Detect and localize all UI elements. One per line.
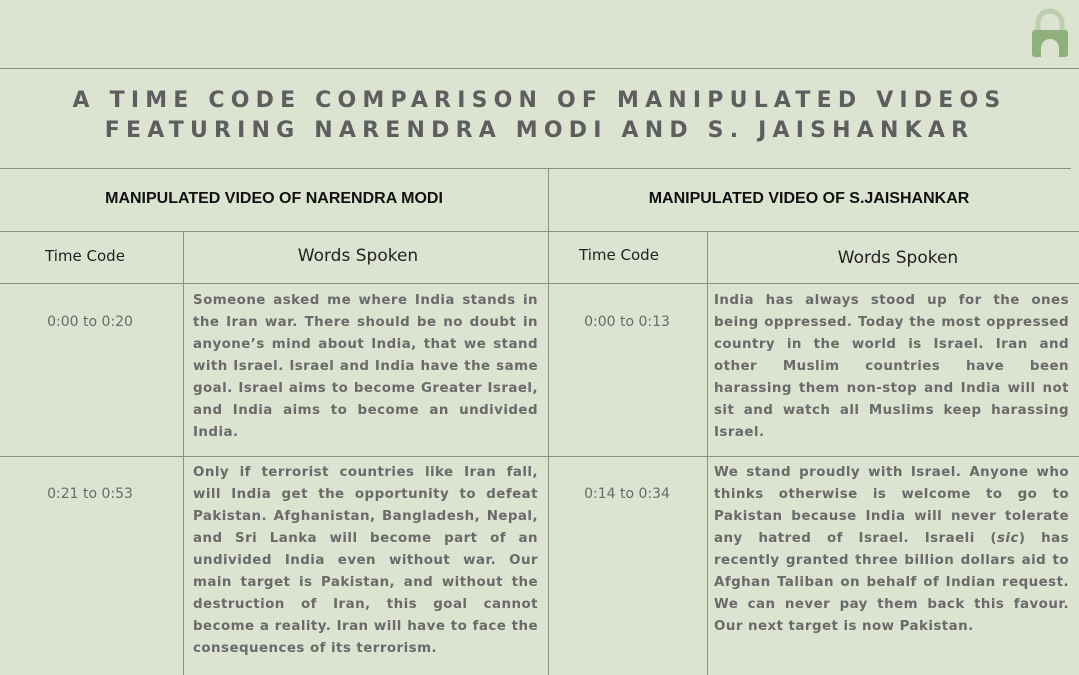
jaishankar-time-code-2: 0:14 to 0:34 [584, 486, 670, 502]
padlock-icon [1030, 8, 1070, 58]
modi-time-code-1: 0:00 to 0:20 [47, 314, 133, 330]
modi-section-heading: MANIPULATED VIDEO OF NARENDRA MODI [105, 190, 443, 207]
title-line-2: FEATURING NARENDRA MODI AND S. JAISHANKAR [104, 118, 975, 143]
jaishankar-time-code-header: Time Code [579, 246, 659, 264]
table-rule [0, 231, 1079, 232]
top-divider [0, 68, 1079, 69]
table-rule [0, 283, 1079, 284]
modi-time-code-header: Time Code [45, 247, 125, 265]
comparison-table [0, 168, 1079, 675]
modi-words-2: Only if terrorist countries like Iran fall, will India get the opportunity to defeat Pakistan. Afghanistan, Bangladesh, Nepal, and Sri Lanka will become part of an undivided India even without war. Our main target is Pakistan, and without the destruction of Iran, this goal cannot become a reality. Iran will have to face the consequences of its terrorism. [193, 465, 538, 656]
jaishankar-words-2 [714, 462, 1069, 638]
jaishankar-section-heading: MANIPULATED VIDEO OF S.JAISHANKAR [648, 190, 970, 207]
table-rule [0, 168, 1071, 169]
jaishankar-words-spoken-header: Words Spoken [837, 248, 959, 268]
table-rule [0, 456, 1079, 457]
sic-note: sic [997, 531, 1019, 546]
jaishankar-words-1: India has always stood up for the ones being oppressed. Today the most oppressed country in the world is Israel. Iran and other Muslim countries have been harassing them non-stop and India will not sit and watch all Muslims keep harassing Israel. [714, 293, 1069, 440]
jaishankar-time-code-1: 0:00 to 0:13 [584, 314, 670, 330]
jaishankar-words-2-part-2: ) has recently granted three billion dollars aid to Afghan Taliban on behalf of Indian request. We can never pay them back this favour. Our next target is now Pakistan. [714, 531, 1069, 634]
modi-words-1: Someone asked me where India stands in the Iran war. There should be no doubt in anyone’s mind about India, that we stand with Israel. Israel and India have the same goal. Israel aims to become Greater Israel, and India aims to become an undivided India. [193, 293, 538, 440]
title-line-1: A TIME CODE COMPARISON OF MANIPULATED VIDEOS [72, 88, 1007, 113]
table-rule [183, 231, 184, 675]
jaishankar-words-2-part-1: We stand proudly with Israel. Anyone who thinks otherwise is welcome to go to Pakistan because India will never tolerate any hatred of Israel. Israeli ( [714, 465, 1069, 546]
modi-time-code-2: 0:21 to 0:53 [47, 486, 133, 502]
table-rule [707, 231, 708, 675]
modi-words-spoken-header: Words Spoken [297, 246, 419, 266]
page-title [0, 86, 1079, 146]
table-rule [548, 168, 549, 675]
